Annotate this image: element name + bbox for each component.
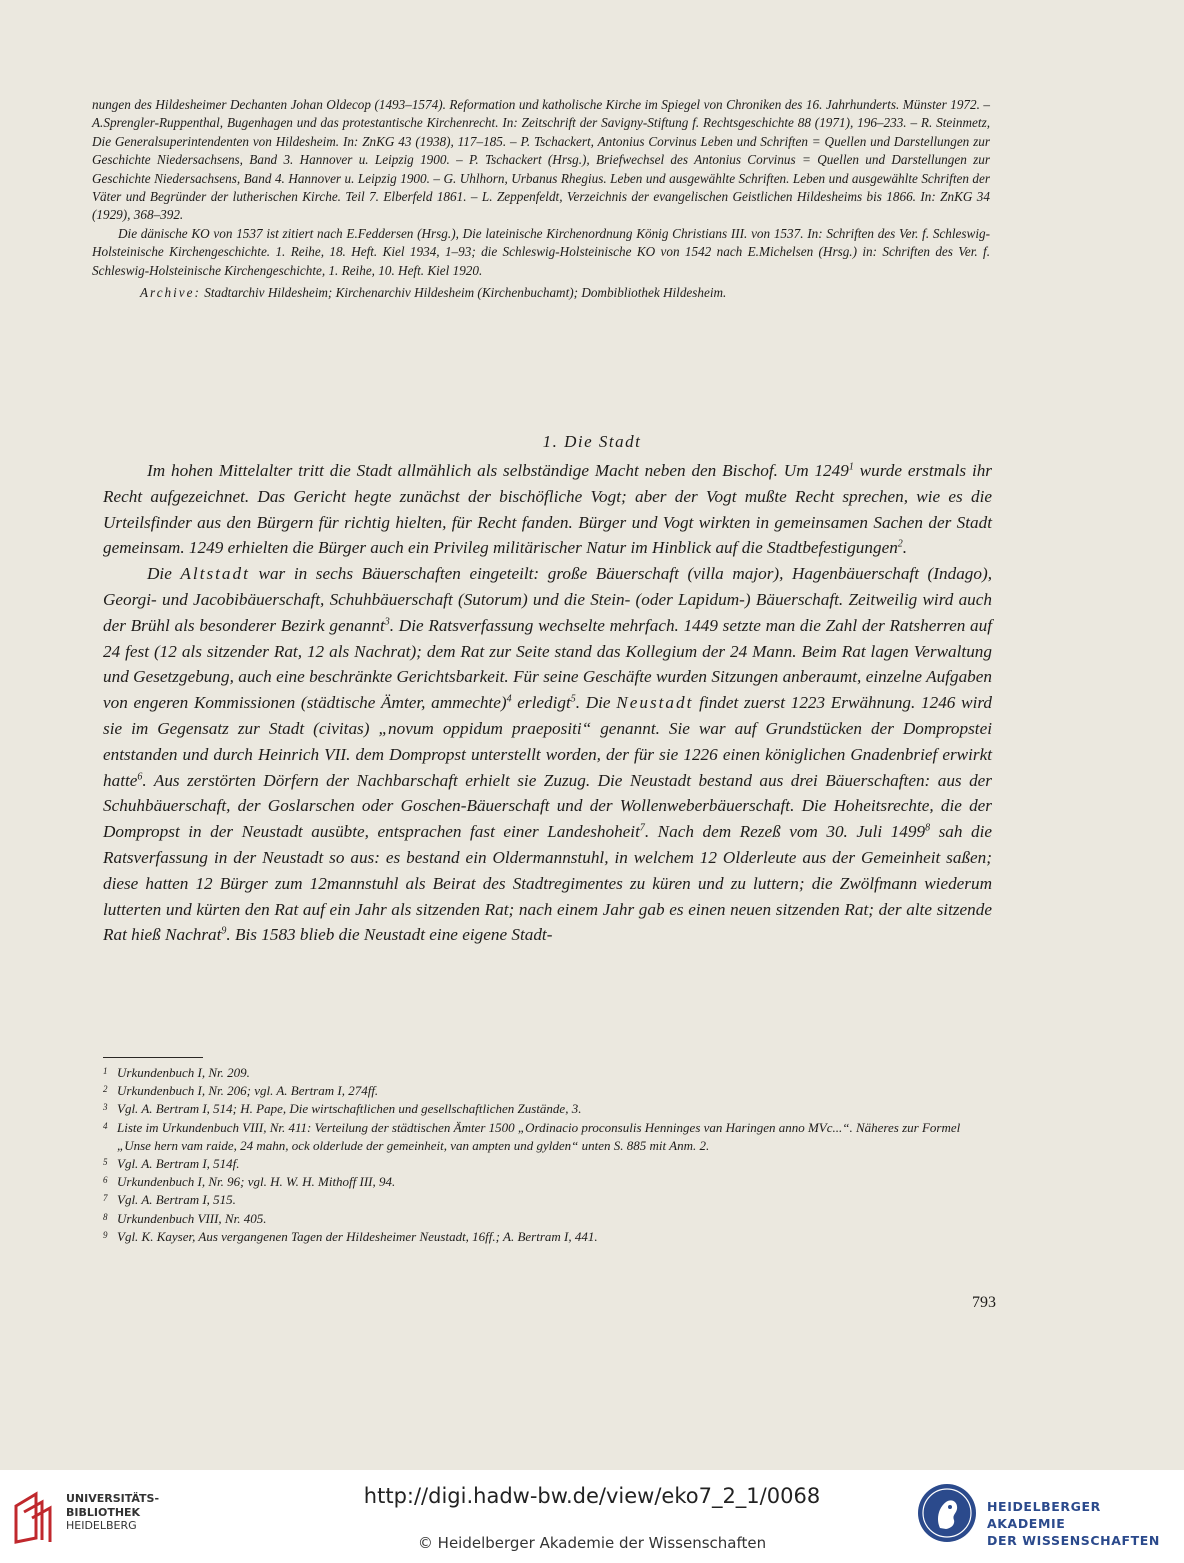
text-run: sah die Ratsverfassung in der Neustadt so aus: es bestand ein Oldermannstuhl, in welchem 12 Olderleute aus der Gemeinheit saßen; diese hatten 12 Bürger zum 12mannstuhl als Beirat des Stadtregimentes zu küren und zu luttern; die Zwölfmann wiederum lutterten und kürten den Rat auf ein Jahr als sitzenden Rat; nach einem Jahr gab es einen neuen sitzenden Rat; der alte sitzende Rat hieß Nachrat <box>103 822 992 945</box>
footnote-number: 6 <box>103 1175 108 1186</box>
ub-line-3: HEIDELBERG <box>66 1519 137 1532</box>
text-run: . <box>902 538 908 558</box>
archive-line <box>92 284 990 302</box>
text-run: . Aus zerstörten Dörfern der Nachbarschaft erhielt sie Zuzug. Die Neustadt bestand aus drei Bäuerschaften: aus der Schuhbäuerschaft, der Goslarschen oder Goschen-Bäuerschaft und der Wollenweberbäuerschaft. Die Hoheitsrechte, die der Dompropst in der Neustadt ausübte, entsprachen fast einer Landeshoheit <box>103 770 992 842</box>
academy-name <box>987 1498 1184 1549</box>
text-run: Im hohen Mittelalter tritt die Stadt allmählich als selbständige Macht neben den Bischof. Um 1249 <box>147 461 849 480</box>
footnote-ref[interactable]: 3 <box>384 616 390 628</box>
ub-line-1: UNIVERSITÄTS- <box>66 1492 160 1505</box>
footnote-item <box>103 1191 995 1209</box>
footnote-number: 8 <box>103 1211 108 1222</box>
footnote-list <box>103 1064 995 1246</box>
academy-seal-logo-icon[interactable] <box>916 1482 978 1544</box>
footnote-ref[interactable]: 4 <box>506 693 512 705</box>
page-number: 793 <box>972 1294 996 1311</box>
footnote-text: Vgl. K. Kayser, Aus vergangenen Tagen der Hildesheimer Neustadt, 16ff.; A. Bertram I, 441. <box>117 1228 598 1244</box>
copyright-notice: © Heidelberger Akademie der Wissenschaften <box>417 1534 767 1552</box>
footnote-text: Liste im Urkundenbuch VIII, Nr. 411: Verteilung der städtischen Ämter 1500 „Ordinacio proconsulis Henninges van Haringen anno MVc...“. Näheres zur Formel „Unse hern vam raide, 24 mahn, ock olderlude der gemeinheit, van ampten und gylden“ unten S. 885 mit Anm. 2. <box>117 1119 961 1153</box>
footnote-item <box>103 1119 995 1155</box>
footnote-item <box>103 1210 995 1228</box>
footnote-text: Vgl. A. Bertram I, 514; H. Pape, Die wirtschaftlichen und gesellschaftlichen Zustände, 3. <box>117 1101 582 1117</box>
altstadt-term: Altstadt <box>180 564 250 584</box>
footnote-text: Urkundenbuch VIII, Nr. 405. <box>117 1210 267 1226</box>
permalink-url[interactable]: http://digi.hadw-bw.de/view/eko7_2_1/0068 <box>363 1484 821 1508</box>
body-paragraph-1 <box>103 458 992 561</box>
footnote-item <box>103 1228 995 1246</box>
ub-line-2: BIBLIOTHEK <box>66 1505 141 1519</box>
text-run: Die <box>147 564 181 584</box>
footnote-ref[interactable]: 1 <box>848 461 854 473</box>
footnote-item <box>103 1082 995 1100</box>
footnote-divider <box>103 1057 203 1058</box>
text-run: wurde erstmals ihr Recht aufgezeichnet. Das Gericht hegte zunächst der bischöfliche Vogt; aber der Vogt mußte Recht sprechen, wie es die Urteilsfinder aus den Bürgern für richtig hielten, für Recht fanden. Bürger und Vogt wirkten in gemeinsamen Sachen der Stadt gemeinsam. 1249 erhielten die Bürger auch ein Privileg militärischer Natur im Hinblick auf die Stadtbefestigungen <box>103 461 993 558</box>
footnote-ref[interactable]: 7 <box>639 822 645 834</box>
text-run: . Die <box>575 693 617 713</box>
footnote-item <box>103 1155 995 1173</box>
text-run: . Die Ratsverfassung wechselte mehrfach. 1449 setzte man die Zahl der Ratsherren auf 24 fest (12 als sitzender Rat, 12 als Nachrat); dem Rat zur Seite stand das Kollegium der 24 Mann. Beim Rat lagen Verwaltung und Gesetzgebung, auch eine beschränkte Gerichtsbarkeit. Für seine Geschäfte wurden Sitzungen anberaumt, einzelne Aufgaben von engeren Kommissionen (städtische Ämter, ammechte) <box>103 615 992 713</box>
neustadt-term: Neustadt <box>616 693 694 713</box>
text-run: . Nach dem Rezeß vom 30. Juli 1499 <box>644 822 926 842</box>
footnote-number: 4 <box>103 1120 108 1131</box>
footnote-number: 7 <box>103 1193 108 1204</box>
text-run: . Bis 1583 blieb die Neustadt eine eigene Stadt- <box>226 925 553 945</box>
footnote-item <box>103 1064 995 1082</box>
footnote-ref[interactable]: 9 <box>221 925 227 937</box>
footnote-item <box>103 1173 995 1191</box>
footnote-text: Vgl. A. Bertram I, 514f. <box>117 1156 240 1172</box>
viewer-footer <box>0 1470 1184 1563</box>
footnote-number: 5 <box>103 1157 108 1168</box>
footnote-ref[interactable]: 2 <box>897 538 903 550</box>
footnote-ref[interactable]: 8 <box>925 822 931 834</box>
footnote-text: Urkundenbuch I, Nr. 96; vgl. H. W. H. Mithoff III, 94. <box>117 1174 396 1190</box>
bibliography-paragraph-1: nungen des Hildesheimer Dechanten Johan Oldecop (1493–1574). Reformation und katholische Kirche im Spiegel von Chroniken des 16. Jahrhunderts. Münster 1972. – A.Sprengler-Ruppenthal, Bugenhagen und das protestantische Kirchenrecht. In: Zeitschrift der Savigny-Stiftung f. Rechtsgeschichte 88 (1971), 196–233. – R. Steinmetz, Die Generalsuperintendenten von Hildesheim. In: ZnKG 43 (1938), 117–185. – P. Tschackert, Antonius Corvinus Leben und Schriften = Quellen und Darstellungen zur Geschichte Niedersachsens, Band 3. Hannover u. Leipzig 1900. – P. Tschackert (Hrsg.), Briefwechsel des Antonius Corvinus = Quellen und Darstellungen zur Geschichte Niedersachsens, Band 4. Hannover u. Leipzig 1900. – G. Uhlhorn, Urbanus Rhegius. Leben und ausgewählte Schriften. Leben und ausgewählte Schriften der Väter und Begründer der lutherischen Kirche. Teil 7. Elberfeld 1861. – L. Zeppenfeldt, Verzeichnis der evangelischen Geistlichen Hildesheims bis 1866. In: ZnKG 34 (1929), 368–392. <box>92 97 990 223</box>
text-run: war in sechs Bäuerschaften eingeteilt: große Bäuerschaft (villa major), Hagenbäuerschaft (Indago), Georgi- und Jacobibäuerschaft, Schuhbäuerschaft (Sutorum) und die Stein- (oder Lapidum-) Bäuerschaft. Zeitweilig wird auch der Brühl als besonderer Bezirk genannt <box>103 564 992 635</box>
archive-label: Archive: <box>140 285 201 301</box>
bibliography-block <box>92 96 990 302</box>
footnote-item <box>103 1100 995 1118</box>
archive-text: Stadtarchiv Hildesheim; Kirchenarchiv Hildesheim (Kirchenbuchamt); Dombibliothek Hildesheim. <box>204 285 727 301</box>
body-text <box>103 458 992 948</box>
hadw-line-2: DER WISSENSCHAFTEN <box>987 1533 1160 1548</box>
footnote-number: 2 <box>103 1084 108 1095</box>
hadw-line-1: HEIDELBERGER AKADEMIE <box>987 1499 1101 1531</box>
bibliography-paragraph-2: Die dänische KO von 1537 ist zitiert nach E.Feddersen (Hrsg.), Die lateinische Kirchenordnung König Christians III. von 1537. In: Schriften des Ver. f. Schleswig-Holsteinische Kirchengeschichte. 1. Reihe, 18. Heft. Kiel 1934, 1–93; die Schleswig-Holsteinische KO von 1542 nach E.Michelsen (Hrsg.) in: Schriften des Ver. f. Schleswig-Holsteinische Kirchengeschichte, 1. Reihe, 10. Heft. Kiel 1920. <box>92 225 990 278</box>
footnote-text: Urkundenbuch I, Nr. 209. <box>117 1065 250 1080</box>
footnote-text: Vgl. A. Bertram I, 515. <box>117 1192 236 1208</box>
footnote-number: 9 <box>103 1229 108 1240</box>
footnote-ref[interactable]: 5 <box>570 693 576 705</box>
text-run: erledigt <box>511 693 571 713</box>
body-paragraph-2 <box>103 561 992 948</box>
footnote-number: 3 <box>103 1102 108 1113</box>
footnote-number: 1 <box>103 1066 108 1076</box>
footnote-ref[interactable]: 6 <box>137 770 143 782</box>
footnote-text: Urkundenbuch I, Nr. 206; vgl. A. Bertram I, 274ff. <box>117 1083 379 1099</box>
text-run: findet zuerst 1223 Erwähnung. 1246 wird sie im Gegensatz zur Stadt (civitas) „novum oppidum praepositi“ genannt. Sie war auf Grundstücken der Dompropstei entstanden und durch Heinrich VII. dem Dompropst unterstellt worden, der für sie 1226 einen königlichen Gnadenbrief erwirkt hatte <box>103 693 992 790</box>
section-title: 1. Die Stadt <box>542 432 642 451</box>
